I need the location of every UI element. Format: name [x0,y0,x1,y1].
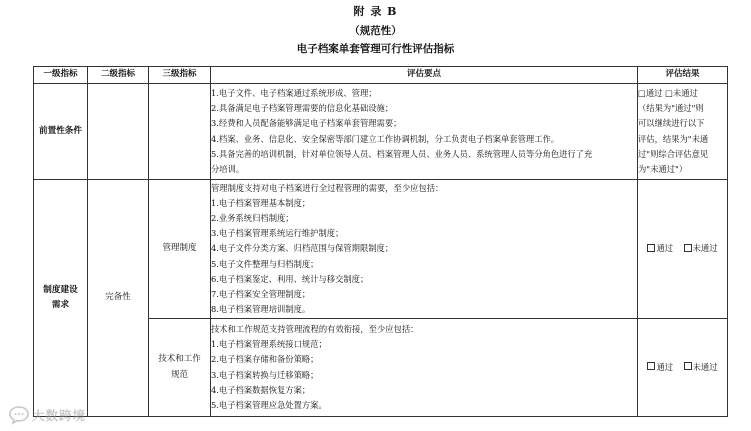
point-line: 技术和工作规范支持管理流程的有效衔接，至少应包括： [211,323,419,334]
points-prerequisite [211,84,638,180]
watermark-text: 大数跨境 [32,408,87,423]
col-header-points: 评估要点 [211,67,638,84]
result-prerequisite [638,84,728,180]
level2-empty [88,84,149,180]
level3-empty [149,84,211,180]
pass-checkbox[interactable] [647,244,655,252]
point-line: 5.电子档案管理应急处置方案。 [211,399,327,410]
result-management-system [638,180,728,319]
point-line: 管理制度支持对电子档案进行全过程管理的需要，至少应包括： [211,182,444,193]
point-line: 1.电子文件、电子档案通过系统形成、管理； [211,87,377,98]
fail-label: 未通过 [692,243,718,254]
point-line: 3.经费和人员配备能够满足电子档案单套管理需要； [211,118,402,129]
chat-bubble-logo-icon [8,405,30,425]
level3-management-system: 管理制度 [149,180,211,319]
table-header-row [34,67,728,84]
fail-label: 未通过 [692,361,718,372]
pass-label: 通过 [656,243,674,254]
point-line: 7.电子档案安全管理制度； [211,289,311,299]
table-row-management-system [34,180,728,319]
result-technical-spec [638,319,728,417]
col-header-level2: 二级指标 [88,67,149,84]
level3-label-line: 技术和工作 [158,354,201,365]
col-header-level3: 三级指标 [149,67,211,84]
appendix-label: 附 录 B [353,5,398,18]
result-line: □通过 □未通过 [638,87,698,98]
col-header-result: 评估结果 [638,67,728,84]
col-header-level1: 一级指标 [34,67,88,84]
result-line: 过"则综合评估意见 [638,148,709,159]
point-line: 1.电子档案管理基本制度； [211,197,311,208]
point-line: 3.电子档案管理系统运行维护制度； [211,228,344,239]
point-line: 5.电子文件整理与归档制度； [211,258,319,269]
point-line: 4.电子文件分类方案、归档范围与保管期限制度； [211,243,394,254]
result-line: 评估，结果为"未通 [638,133,709,144]
result-line: 为"未通过"） [638,163,688,174]
level2-completeness: 完备性 [88,180,149,417]
level3-label-line: 规范 [170,369,188,380]
level3-technical-spec [149,319,211,417]
point-line: 6.电子档案鉴定、利用、统计与移交制度； [211,273,369,284]
level1-label-line: 需求 [51,300,70,310]
point-line: 2.具备满足电子档案管理需要的信息化基础设施； [211,103,394,114]
pass-label: 通过 [656,361,674,372]
point-line: 2.业务系统归档制度； [211,212,294,223]
document-title: 电子档案单套管理可行性评估指标 [296,43,455,55]
point-line: 8.电子档案管理培训制度。 [211,304,311,315]
point-line: 1.电子档案管理系统接口规范； [211,339,327,350]
level1-prerequisite: 前置性条件 [34,84,88,180]
fail-checkbox[interactable] [684,244,692,252]
point-line: 4.档案、业务、信息化、安全保密等部门建立工作协调机制，分工负责电子档案单套管理工作。 [211,133,560,144]
pass-checkbox[interactable] [647,362,655,370]
watermark [6,404,106,424]
appendix-nature: （规范性） [349,25,402,37]
point-line: 3.电子档案转换与迁移策略； [211,369,319,380]
points-management-system [211,180,638,319]
result-line: （结果为"通过"则 [638,103,704,114]
point-line: 5.具备完善的培训机制，针对单位领导人员、档案管理人员、业务人员、系统管理人员等分角色进行了充 [211,148,593,159]
level1-system-building [34,180,88,417]
level1-label-line: 制度建设 [43,284,78,295]
point-line: 4.电子档案数据恢复方案； [211,384,311,395]
point-line: 分培训。 [211,163,245,174]
table-row-prerequisite [34,84,728,180]
result-line: 可以继续进行以下 [638,118,705,129]
points-technical-spec [211,319,638,417]
point-line: 2.电子档案存储和备份策略； [211,354,319,365]
fail-checkbox[interactable] [684,362,692,370]
evaluation-table [33,66,728,417]
